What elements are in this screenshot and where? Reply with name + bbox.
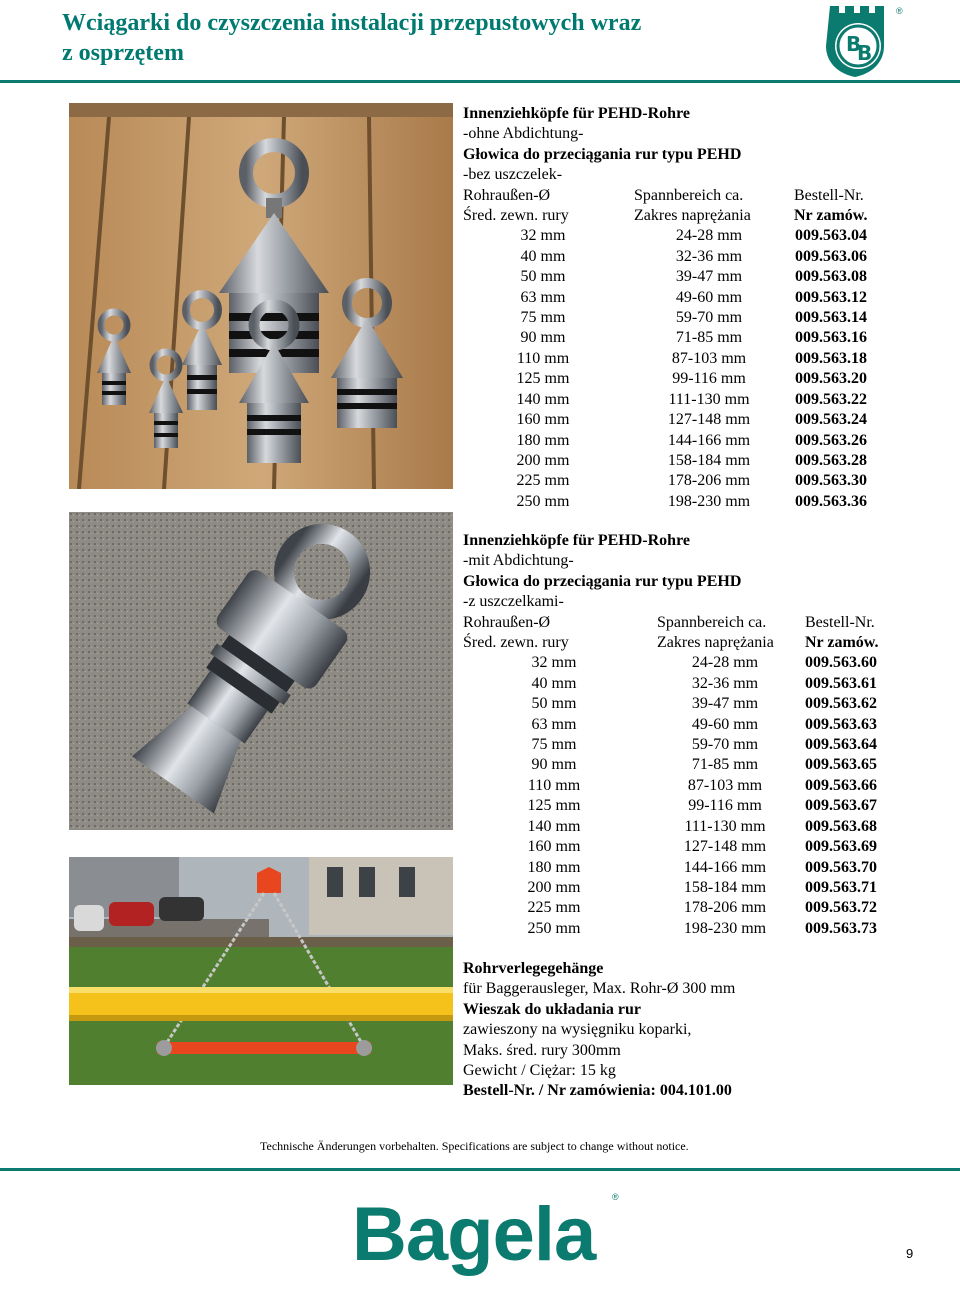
col-header-diameter-de: Rohraußen-Ø bbox=[463, 613, 551, 631]
row-range: 71-85 mm bbox=[675, 329, 743, 347]
row-order-number: 009.563.68 bbox=[805, 817, 877, 835]
col-header-order-de: Bestell-Nr. bbox=[805, 613, 875, 631]
header-divider bbox=[0, 80, 960, 83]
row-diameter: 90 mm bbox=[531, 756, 577, 774]
col-header-order-pl: Nr zamów. bbox=[805, 634, 879, 652]
row-range: 144-166 mm bbox=[683, 858, 767, 876]
row-order-number: 009.563.60 bbox=[805, 654, 877, 672]
hanger-order-number: Bestell-Nr. / Nr zamówienia: 004.101.00 bbox=[463, 1082, 732, 1100]
row-diameter: 32 mm bbox=[520, 227, 566, 245]
section-subtitle-pl: -bez uszczelek- bbox=[463, 166, 563, 184]
row-diameter: 75 mm bbox=[531, 736, 577, 754]
row-order-number: 009.563.24 bbox=[795, 411, 867, 429]
row-diameter: 63 mm bbox=[531, 715, 577, 733]
row-range: 158-184 mm bbox=[667, 451, 751, 469]
row-range: 111-130 mm bbox=[668, 390, 750, 408]
row-range: 71-85 mm bbox=[691, 756, 759, 774]
row-order-number: 009.563.20 bbox=[795, 370, 867, 388]
row-diameter: 180 mm bbox=[516, 431, 570, 449]
row-range: 158-184 mm bbox=[683, 878, 767, 896]
section-title-de: Innenziehköpfe für PEHD-Rohre bbox=[463, 105, 690, 122]
row-diameter: 110 mm bbox=[516, 349, 570, 367]
col-header-range-de: Spannbereich ca. bbox=[634, 186, 744, 204]
col-header-range-de: Spannbereich ca. bbox=[657, 613, 767, 631]
row-range: 178-206 mm bbox=[667, 472, 751, 490]
row-diameter: 160 mm bbox=[527, 838, 581, 856]
row-order-number: 009.563.70 bbox=[805, 858, 877, 876]
row-diameter: 160 mm bbox=[516, 411, 570, 429]
row-order-number: 009.563.64 bbox=[805, 736, 877, 754]
row-range: 49-60 mm bbox=[691, 715, 759, 733]
section-without-seal bbox=[463, 104, 895, 512]
footer-divider bbox=[0, 1168, 960, 1171]
photo-pipe-laying-hanger bbox=[69, 857, 453, 1085]
row-diameter: 110 mm bbox=[527, 776, 581, 794]
section-title-pl: Głowica do przeciągania rur typu PEHD bbox=[463, 572, 742, 590]
row-diameter: 250 mm bbox=[516, 492, 570, 510]
row-diameter: 50 mm bbox=[520, 268, 566, 286]
photo-pulling-heads-without-seal bbox=[69, 103, 453, 489]
row-diameter: 125 mm bbox=[527, 797, 581, 815]
row-diameter: 225 mm bbox=[527, 899, 581, 917]
hanger-title-pl: Wieszak do układania rur bbox=[463, 1000, 641, 1018]
row-diameter: 200 mm bbox=[527, 878, 581, 896]
row-order-number: 009.563.67 bbox=[805, 797, 877, 815]
row-diameter: 250 mm bbox=[527, 919, 581, 937]
photo-pulling-head-with-seal bbox=[69, 512, 453, 830]
spec-table-without-seal bbox=[463, 186, 895, 227]
row-order-number: 009.563.72 bbox=[805, 899, 877, 917]
row-order-number: 009.563.73 bbox=[805, 919, 877, 937]
row-range: 87-103 mm bbox=[687, 776, 763, 794]
row-diameter: 180 mm bbox=[527, 858, 581, 876]
svg-text:B: B bbox=[846, 32, 862, 56]
row-order-number: 009.563.06 bbox=[795, 247, 867, 265]
bagela-bb-logo bbox=[826, 4, 890, 78]
row-order-number: 009.563.65 bbox=[805, 756, 877, 774]
row-diameter: 32 mm bbox=[531, 654, 577, 672]
row-range: 32-36 mm bbox=[675, 247, 743, 265]
row-order-number: 009.563.22 bbox=[795, 390, 867, 408]
col-header-diameter-pl: Śred. zewn. rury bbox=[463, 207, 569, 225]
row-diameter: 40 mm bbox=[520, 247, 566, 265]
spec-table-rows-with-seal bbox=[463, 653, 905, 939]
row-diameter: 50 mm bbox=[531, 695, 577, 713]
row-range: 178-206 mm bbox=[683, 899, 767, 917]
row-order-number: 009.563.62 bbox=[805, 695, 877, 713]
row-diameter: 63 mm bbox=[520, 288, 566, 306]
row-order-number: 009.563.69 bbox=[805, 838, 877, 856]
row-order-number: 009.563.66 bbox=[805, 776, 877, 794]
row-order-number: 009.563.04 bbox=[795, 227, 867, 245]
row-diameter: 140 mm bbox=[527, 817, 581, 835]
page-title bbox=[62, 8, 641, 68]
row-order-number: 009.563.18 bbox=[795, 349, 867, 367]
row-order-number: 009.563.14 bbox=[795, 309, 867, 327]
section-subtitle-pl: -z uszczelkami- bbox=[463, 593, 564, 611]
row-order-number: 009.563.30 bbox=[795, 472, 867, 490]
section-subtitle-de: -ohne Abdichtung- bbox=[463, 125, 584, 143]
row-order-number: 009.563.63 bbox=[805, 715, 877, 733]
col-header-order-de: Bestell-Nr. bbox=[794, 186, 864, 204]
row-diameter: 40 mm bbox=[531, 674, 577, 692]
row-diameter: 125 mm bbox=[516, 370, 570, 388]
spec-table-rows-without-seal bbox=[463, 226, 895, 512]
svg-text:B: B bbox=[857, 41, 873, 65]
section-title-de: Innenziehköpfe für PEHD-Rohre bbox=[463, 532, 690, 549]
row-range: 49-60 mm bbox=[675, 288, 743, 306]
registered-mark-header: ® bbox=[896, 6, 903, 16]
col-header-range-pl: Zakres naprężania bbox=[657, 634, 774, 652]
row-range: 127-148 mm bbox=[667, 411, 751, 429]
row-diameter: 90 mm bbox=[520, 329, 566, 347]
row-range: 144-166 mm bbox=[667, 431, 751, 449]
row-range: 87-103 mm bbox=[671, 349, 747, 367]
hanger-desc-pl-2: Maks. śred. rury 300mm bbox=[463, 1041, 621, 1059]
col-header-order-pl: Nr zamów. bbox=[794, 207, 868, 225]
registered-mark-footer: ® bbox=[612, 1192, 619, 1202]
bagela-brand-logo: Bagela bbox=[352, 1192, 596, 1277]
row-order-number: 009.563.26 bbox=[795, 431, 867, 449]
row-range: 99-116 mm bbox=[688, 797, 762, 815]
row-range: 59-70 mm bbox=[691, 736, 759, 754]
row-range: 39-47 mm bbox=[675, 268, 743, 286]
row-range: 59-70 mm bbox=[675, 309, 743, 327]
row-order-number: 009.563.12 bbox=[795, 288, 867, 306]
section-title-pl: Głowica do przeciągania rur typu PEHD bbox=[463, 145, 742, 163]
row-order-number: 009.563.28 bbox=[795, 451, 867, 469]
row-range: 32-36 mm bbox=[691, 674, 759, 692]
row-order-number: 009.563.36 bbox=[795, 492, 867, 510]
page-title-line-1: Wciągarki do czyszczenia instalacji przepustowych wraz bbox=[62, 10, 642, 36]
page-title-line-2: z osprzętem bbox=[62, 40, 184, 66]
row-diameter: 140 mm bbox=[516, 390, 570, 408]
row-order-number: 009.563.08 bbox=[795, 268, 867, 286]
row-range: 111-130 mm bbox=[684, 817, 766, 835]
hanger-desc-pl-1: zawieszony na wysięgniku koparki, bbox=[463, 1021, 692, 1039]
row-diameter: 75 mm bbox=[520, 309, 566, 327]
col-header-diameter-pl: Śred. zewn. rury bbox=[463, 634, 569, 652]
row-range: 127-148 mm bbox=[683, 838, 767, 856]
hanger-desc-de: für Baggerausleger, Max. Rohr-Ø 300 mm bbox=[463, 980, 736, 998]
row-range: 24-28 mm bbox=[691, 654, 759, 672]
row-order-number: 009.563.16 bbox=[795, 329, 867, 347]
section-subtitle-de: -mit Abdichtung- bbox=[463, 552, 574, 570]
hanger-title-de: Rohrverlegegehänge bbox=[463, 960, 604, 977]
footnote: Technische Änderungen vorbehalten. Specifications are subject to change without notice. bbox=[260, 1139, 689, 1153]
row-range: 198-230 mm bbox=[683, 919, 767, 937]
section-with-seal bbox=[463, 531, 905, 939]
row-diameter: 200 mm bbox=[516, 451, 570, 469]
row-range: 198-230 mm bbox=[667, 492, 751, 510]
row-diameter: 225 mm bbox=[516, 472, 570, 490]
row-range: 99-116 mm bbox=[672, 370, 746, 388]
row-range: 24-28 mm bbox=[675, 227, 743, 245]
row-order-number: 009.563.61 bbox=[805, 674, 877, 692]
page-number: 9 bbox=[906, 1246, 914, 1261]
spec-table-with-seal bbox=[463, 613, 905, 654]
col-header-range-pl: Zakres naprężania bbox=[634, 207, 751, 225]
row-range: 39-47 mm bbox=[691, 695, 759, 713]
col-header-diameter-de: Rohraußen-Ø bbox=[463, 186, 551, 204]
row-order-number: 009.563.71 bbox=[805, 878, 877, 896]
section-pipe-laying-hanger bbox=[463, 959, 735, 1102]
hanger-weight: Gewicht / Ciężar: 15 kg bbox=[463, 1062, 616, 1080]
